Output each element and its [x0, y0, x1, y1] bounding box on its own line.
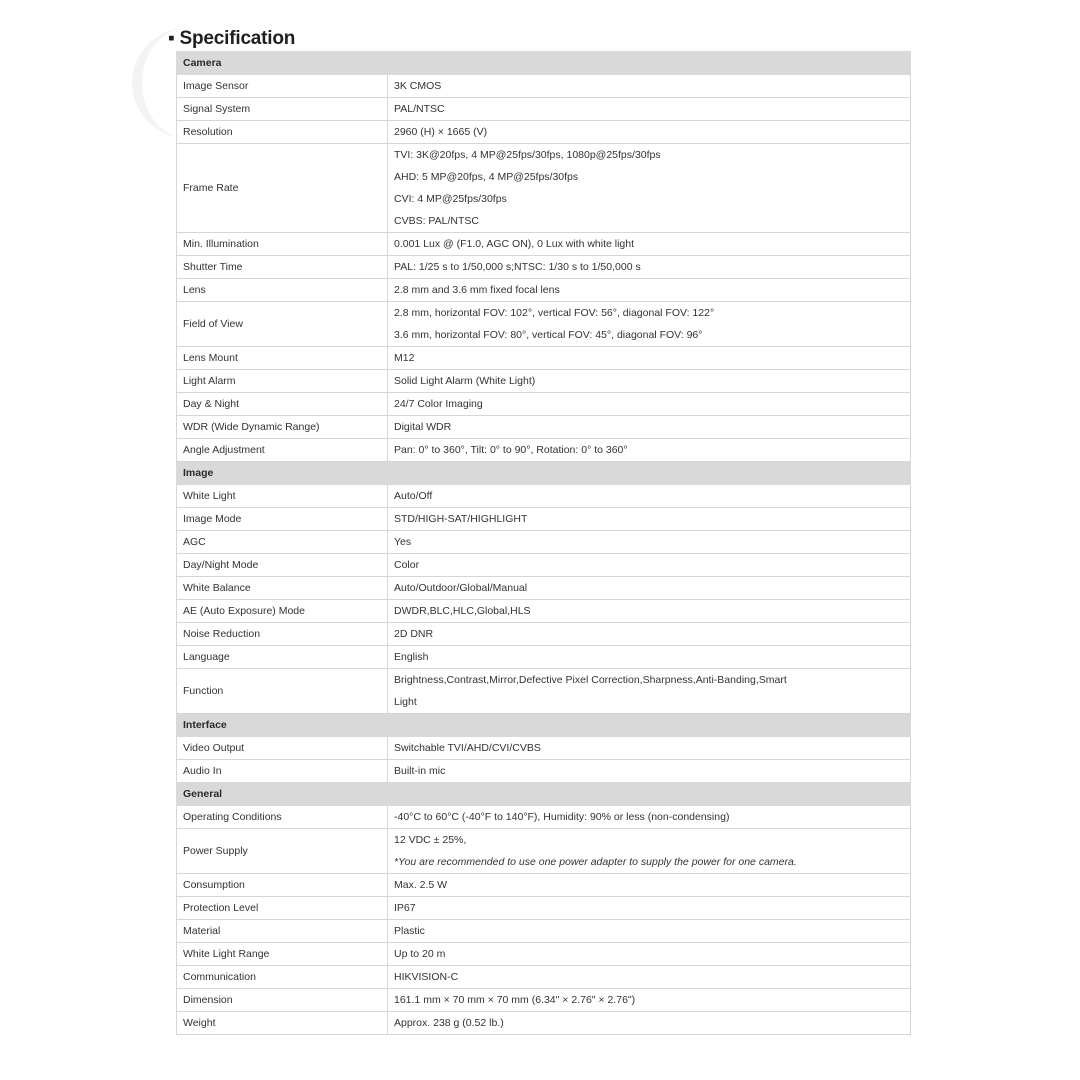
spec-label: Light Alarm — [177, 370, 388, 393]
table-row-lens — [177, 279, 911, 302]
table-row-field-of-view — [177, 302, 911, 347]
table-row-power-supply — [177, 829, 911, 874]
spec-value-line: Solid Light Alarm (White Light) — [394, 375, 536, 387]
table-row-agc — [177, 531, 911, 554]
spec-value-line: 24/7 Color Imaging — [394, 398, 483, 410]
spec-value-line: CVBS: PAL/NTSC — [394, 215, 479, 227]
spec-value-line: 0.001 Lux @ (F1.0, AGC ON), 0 Lux with white light — [394, 238, 635, 250]
spec-label: White Light Range — [177, 943, 388, 966]
spec-value — [388, 623, 911, 646]
table-row-language — [177, 646, 911, 669]
spec-label: Operating Conditions — [177, 806, 388, 829]
spec-value-line: Plastic — [394, 925, 425, 937]
spec-label: Video Output — [177, 737, 388, 760]
section-header-interface — [177, 714, 911, 737]
spec-value-line: PAL: 1/25 s to 1/50,000 s;NTSC: 1/30 s to 1/50,000 s — [394, 261, 641, 273]
spec-value-line: Digital WDR — [394, 421, 452, 433]
spec-value — [388, 370, 911, 393]
spec-value — [388, 393, 911, 416]
specification-table — [176, 51, 911, 1035]
spec-value-line: Up to 20 m — [394, 948, 446, 960]
spec-label: Resolution — [177, 121, 388, 144]
spec-label: Day/Night Mode — [177, 554, 388, 577]
table-row-day-night — [177, 393, 911, 416]
spec-value-line: AHD: 5 MP@20fps, 4 MP@25fps/30fps — [394, 171, 579, 183]
spec-value — [388, 600, 911, 623]
table-row-shutter-time — [177, 256, 911, 279]
spec-label: AE (Auto Exposure) Mode — [177, 600, 388, 623]
spec-label: Field of View — [177, 302, 388, 347]
spec-label: Dimension — [177, 989, 388, 1012]
spec-value-line: HIKVISION-C — [394, 971, 459, 983]
table-row-material — [177, 920, 911, 943]
spec-value-line: Auto/Off — [394, 490, 433, 502]
spec-value — [388, 302, 911, 347]
spec-value-line: 2.8 mm and 3.6 mm fixed focal lens — [394, 284, 560, 296]
spec-label: Power Supply — [177, 829, 388, 874]
spec-label: Protection Level — [177, 897, 388, 920]
table-row-wdr — [177, 416, 911, 439]
table-row-white-balance — [177, 577, 911, 600]
spec-label: Day & Night — [177, 393, 388, 416]
spec-value — [388, 897, 911, 920]
section-title: Interface — [177, 714, 911, 737]
spec-value — [388, 256, 911, 279]
spec-value — [388, 577, 911, 600]
spec-label: Lens Mount — [177, 347, 388, 370]
section-header-general — [177, 783, 911, 806]
spec-label: Weight — [177, 1012, 388, 1035]
spec-value — [388, 531, 911, 554]
spec-label: WDR (Wide Dynamic Range) — [177, 416, 388, 439]
spec-value-line: CVI: 4 MP@25fps/30fps — [394, 193, 507, 205]
table-row-lens-mount — [177, 347, 911, 370]
spec-value-line: 2D DNR — [394, 628, 434, 640]
page-title — [168, 28, 295, 50]
spec-label: Audio In — [177, 760, 388, 783]
spec-label: Communication — [177, 966, 388, 989]
spec-label: Frame Rate — [177, 144, 388, 233]
spec-value-line: Brightness,Contrast,Mirror,Defective Pixel Correction,Sharpness,Anti-Banding,Smart — [394, 674, 787, 686]
section-header-camera — [177, 52, 911, 75]
table-row-image-mode — [177, 508, 911, 531]
spec-value — [388, 347, 911, 370]
spec-label: Consumption — [177, 874, 388, 897]
table-row-image-sensor — [177, 75, 911, 98]
spec-label: Angle Adjustment — [177, 439, 388, 462]
spec-value — [388, 989, 911, 1012]
table-row-communication — [177, 966, 911, 989]
spec-value — [388, 829, 911, 874]
title-text: Specification — [179, 28, 296, 49]
table-row-audio-in — [177, 760, 911, 783]
spec-value-line: TVI: 3K@20fps, 4 MP@25fps/30fps, 1080p@25fps/30fps — [394, 149, 661, 161]
table-row-noise-reduction — [177, 623, 911, 646]
spec-value — [388, 233, 911, 256]
table-row-ae-mode — [177, 600, 911, 623]
table-row-consumption — [177, 874, 911, 897]
spec-value-line: Pan: 0° to 360°, Tilt: 0° to 90°, Rotation: 0° to 360° — [394, 444, 628, 456]
spec-label: White Light — [177, 485, 388, 508]
spec-value-line: 3.6 mm, horizontal FOV: 80°, vertical FOV: 45°, diagonal FOV: 96° — [394, 329, 703, 341]
spec-label: Min. Illumination — [177, 233, 388, 256]
spec-value-line: 12 VDC ± 25%, — [394, 834, 467, 846]
spec-value — [388, 806, 911, 829]
spec-label: Language — [177, 646, 388, 669]
spec-value-line: PAL/NTSC — [394, 103, 445, 115]
spec-value — [388, 646, 911, 669]
spec-value-line: Max. 2.5 W — [394, 879, 448, 891]
table-row-video-output — [177, 737, 911, 760]
spec-value-line: 2.8 mm, horizontal FOV: 102°, vertical FOV: 56°, diagonal FOV: 122° — [394, 307, 715, 319]
section-title: General — [177, 783, 911, 806]
spec-label: Lens — [177, 279, 388, 302]
table-row-frame-rate — [177, 144, 911, 233]
spec-value-line: Color — [394, 559, 420, 571]
spec-value-line: IP67 — [394, 902, 416, 914]
table-row-white-light-range — [177, 943, 911, 966]
spec-value — [388, 943, 911, 966]
spec-value-line: -40°C to 60°C (-40°F to 140°F), Humidity: 90% or less (non-condensing) — [394, 811, 730, 823]
spec-label: Image Sensor — [177, 75, 388, 98]
spec-value — [388, 669, 911, 714]
title-bullet-icon: ▪ — [168, 28, 175, 49]
spec-value — [388, 485, 911, 508]
spec-value-line: Auto/Outdoor/Global/Manual — [394, 582, 528, 594]
spec-value-line: Switchable TVI/AHD/CVI/CVBS — [394, 742, 541, 754]
spec-value-line: Built-in mic — [394, 765, 446, 777]
table-row-protection-level — [177, 897, 911, 920]
table-row-operating-conditions — [177, 806, 911, 829]
table-row-min-illumination — [177, 233, 911, 256]
spec-value — [388, 508, 911, 531]
table-row-weight — [177, 1012, 911, 1035]
spec-label: Signal System — [177, 98, 388, 121]
spec-value-line: DWDR,BLC,HLC,Global,HLS — [394, 605, 531, 617]
spec-value-note: *You are recommended to use one power adapter to supply the power for one camera. — [394, 856, 797, 868]
spec-value-line: Approx. 238 g (0.52 lb.) — [394, 1017, 504, 1029]
section-title: Camera — [177, 52, 911, 75]
spec-value — [388, 439, 911, 462]
spec-value-line: 161.1 mm × 70 mm × 70 mm (6.34" × 2.76" × 2.76") — [394, 994, 636, 1006]
spec-label: Image Mode — [177, 508, 388, 531]
table-row-white-light — [177, 485, 911, 508]
table-row-day-night-mode — [177, 554, 911, 577]
spec-value — [388, 966, 911, 989]
section-title: Image — [177, 462, 911, 485]
spec-value — [388, 98, 911, 121]
spec-label: Function — [177, 669, 388, 714]
section-header-image — [177, 462, 911, 485]
table-row-dimension — [177, 989, 911, 1012]
spec-value-line: STD/HIGH-SAT/HIGHLIGHT — [394, 513, 528, 525]
spec-value — [388, 144, 911, 233]
spec-label: Material — [177, 920, 388, 943]
spec-value — [388, 121, 911, 144]
spec-value — [388, 1012, 911, 1035]
spec-value-line: M12 — [394, 352, 415, 364]
spec-value — [388, 737, 911, 760]
spec-value-line: Yes — [394, 536, 412, 548]
spec-value-line: 2960 (H) × 1665 (V) — [394, 126, 488, 138]
spec-label: Noise Reduction — [177, 623, 388, 646]
spec-value — [388, 554, 911, 577]
spec-value-line: 3K CMOS — [394, 80, 442, 92]
spec-value — [388, 920, 911, 943]
table-row-function — [177, 669, 911, 714]
spec-value-line: Light — [394, 696, 417, 708]
spec-value-line: English — [394, 651, 429, 663]
table-row-resolution — [177, 121, 911, 144]
spec-value — [388, 874, 911, 897]
spec-label: AGC — [177, 531, 388, 554]
spec-label: White Balance — [177, 577, 388, 600]
table-row-angle-adjustment — [177, 439, 911, 462]
table-row-light-alarm — [177, 370, 911, 393]
spec-value — [388, 279, 911, 302]
table-row-signal-system — [177, 98, 911, 121]
spec-value — [388, 416, 911, 439]
spec-value — [388, 760, 911, 783]
spec-label: Shutter Time — [177, 256, 388, 279]
spec-value — [388, 75, 911, 98]
